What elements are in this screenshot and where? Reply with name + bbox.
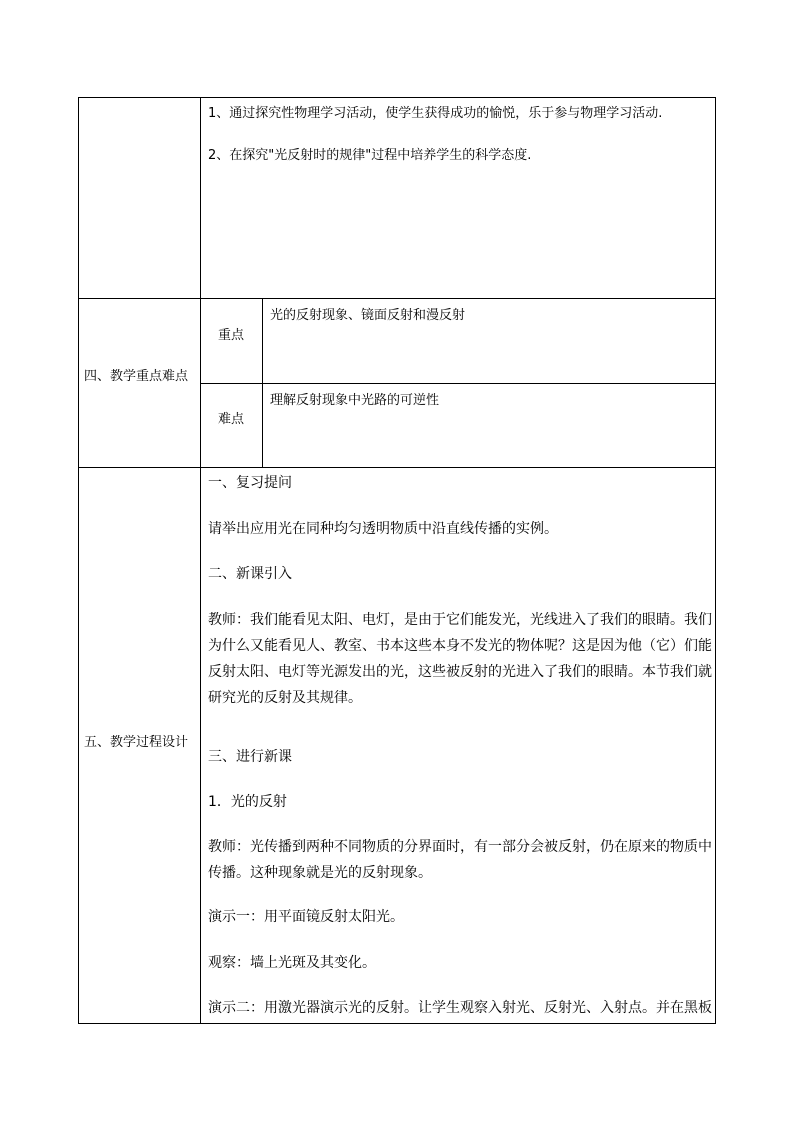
table-border-bottom xyxy=(78,1023,716,1024)
table-border-left xyxy=(78,97,79,1024)
sub-row-divider xyxy=(200,383,716,384)
sub-label-divider xyxy=(262,298,263,468)
process-intro-paragraph: 教师：我们能看见太阳、电灯，是由于它们能发光，光线进入了我们的眼睛。我们为什么又能看见人、教室、书本这些本身不发光的物体呢？这是因为他（它）们能反射太阳、电灯等光源发出的光，这些被反射的光进入了我们的眼睛。本节我们就研究光的反射及其规律。 xyxy=(208,612,712,706)
process-heading-intro: 二、新课引入 xyxy=(208,566,292,582)
objective-item-1: 1、通过探究性物理学习活动，使学生获得成功的愉悦，乐于参与物理学习活动. xyxy=(208,106,663,121)
objective-item-2: 2、在探究"光反射时的规律"过程中培养学生的科学态度. xyxy=(208,148,532,163)
difficulty-content: 理解反射现象中光路的可逆性 xyxy=(270,393,440,408)
focus-label: 重点 xyxy=(218,328,245,343)
key-points-label: 四、教学重点难点 xyxy=(84,369,189,384)
process-heading-new-lesson: 三、进行新课 xyxy=(208,749,292,765)
process-label: 五、教学过程设计 xyxy=(84,735,189,750)
process-subheading-reflection: 1．光的反射 xyxy=(208,794,287,810)
row-divider-1 xyxy=(78,298,716,299)
process-heading-review: 一、复习提问 xyxy=(208,475,292,491)
objectives-cell xyxy=(201,98,715,298)
process-review-question: 请举出应用光在同种均匀透明物质中沿直线传播的实例。 xyxy=(208,521,558,537)
process-demo-1: 演示一：用平面镜反射太阳光。 xyxy=(208,909,404,925)
process-reflection-paragraph: 教师：光传播到两种不同物质的分界面时，有一部分会被反射，仍在原来的物质中传播。这种现象就是光的反射现象。 xyxy=(208,839,712,881)
difficulty-label: 难点 xyxy=(218,412,245,427)
focus-content: 光的反射现象、镜面反射和漫反射 xyxy=(270,308,466,323)
process-observation: 观察：墙上光斑及其变化。 xyxy=(208,955,376,971)
process-demo-2: 演示二：用激光器演示光的反射。让学生观察入射光、反射光、入射点。并在黑板 xyxy=(208,1000,712,1016)
process-cell xyxy=(201,468,715,1023)
